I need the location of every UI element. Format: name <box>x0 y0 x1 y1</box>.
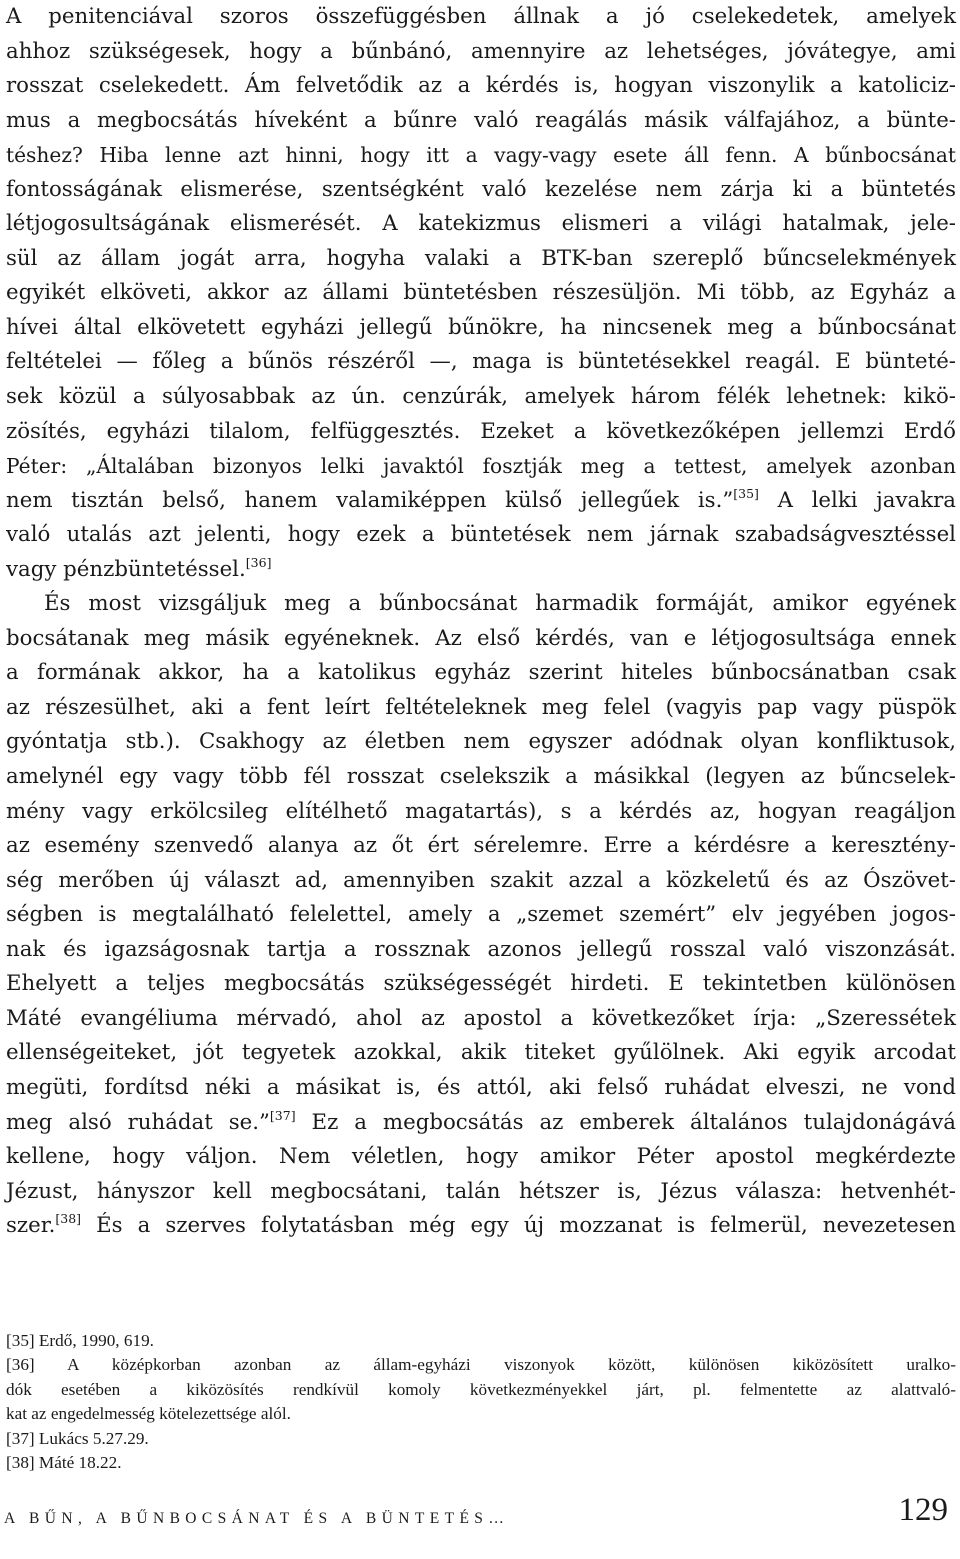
text-line: megüti, fordítsd néki a másikat is, és attól, aki felső ruhádat elveszi, ne vond <box>6 1074 956 1100</box>
text-line: ségben is megtalálható felelettel, amely a „szemet szemért” elv jegyében jogos- <box>6 902 956 928</box>
text-line: ahhoz szükségesek, hogy a bűnbánó, amennyire az lehetséges, jóvátegye, ami <box>6 38 956 64</box>
text-line: való utalás azt jelenti, hogy ezek a büntetések nem járnak szabadságvesztéssel <box>6 522 956 548</box>
footnote-ref[interactable]: [35] <box>733 485 759 501</box>
text-line: feltételei — főleg a bűnös részéről —, maga is büntetésekkel reagál. E bünteté- <box>6 349 956 375</box>
text-line: a formának akkor, ha a katolikus egyház szerint hiteles bűnbocsánatban csak <box>6 660 956 686</box>
text-line <box>6 553 956 588</box>
text-line: És most vizsgáljuk meg a bűnbocsánat harmadik formáját, amikor egyének <box>44 591 956 617</box>
text-line: A penitenciával szoros összefüggésben állnak a jó cselekedetek, amelyek <box>6 4 956 29</box>
text-line: bocsátanak meg másik egyéneknek. Az első kérdés, van e létjogosultsága ennek <box>6 625 956 651</box>
text-line: sül az állam jogát arra, hogyha valaki a BTK-ban szereplő bűncselekmények <box>6 245 956 271</box>
text-segment: A lelki javakra <box>777 487 956 513</box>
text-segment: szer. <box>6 1213 56 1239</box>
footnotes <box>6 1329 956 1475</box>
text-line: sek közül a súlyosabbak az ún. cenzúrák, amelyek három félék lehetnek: kikö- <box>6 384 956 410</box>
footnote-37: [37] Lukács 5.27.29. <box>6 1428 149 1448</box>
footnote-38: [38] Máté 18.22. <box>6 1452 122 1472</box>
footnote-36: [36] A középkorban azonban az állam-egyházi viszonyok között, különösen kiközösített uralko- <box>6 1355 956 1375</box>
text-line: mus a megbocsátás híveként a bűnre való reagálás másik válfajához, a bünte- <box>6 107 956 133</box>
text-line: az esemény szenvedő alanya az őt ért sérelemre. Erre a kérdésre a keresztény- <box>6 833 956 859</box>
footnote-36-cont: dók esetében a kiközösítés rendkívül komoly következményekkel járt, pl. felmentette az alattvaló- <box>6 1379 956 1399</box>
text-line: rosszat cselekedett. Ám felvetődik az a kérdés is, hogyan viszonylik a katoliciz- <box>6 73 956 99</box>
text-line: ellenségeiteket, jót tegyetek azokkal, akik titeket gyűlölnek. Aki egyik arcodat <box>6 1040 956 1066</box>
text-line: téshez? Hiba lenne azt hinni, hogy itt a vagy-vagy esete áll fenn. A bűnbocsánat <box>6 143 956 168</box>
text-line <box>6 484 956 519</box>
text-line: egyikét elköveti, akkor az állami büntetésben részesüljön. Mi több, az Egyház a <box>6 280 956 306</box>
text-line: létjogosultságának elismerését. A katekizmus elismeri a világi hatalmak, jele- <box>6 211 956 237</box>
text-line: kellene, hogy váljon. Nem véletlen, hogy amikor Péter apostol megkérdezte <box>6 1144 956 1170</box>
footnote-ref[interactable]: [38] <box>55 1211 82 1227</box>
page-number: 129 <box>898 1492 948 1528</box>
text-line: mény vagy erkölcsileg elítélhető magatartás), s a kérdés az, hogyan reagáljon <box>6 798 956 824</box>
text-line <box>6 1209 956 1244</box>
running-head: A BŰN, A BŰNBOCSÁNAT ÉS A BÜNTETÉS… <box>4 1510 510 1527</box>
footnote-ref[interactable]: [37] <box>269 1107 296 1123</box>
text-line: Ehelyett a teljes megbocsátás szükségességét hirdeti. E tekintetben különösen <box>6 971 956 997</box>
text-line: amelynél egy vagy több fél rosszat cselekszik a másikkal (legyen az bűncselek- <box>6 764 956 790</box>
text-segment: vagy pénzbüntetéssel. <box>6 556 246 582</box>
text-segment: Ez a megbocsátás az emberek általános tulajdonágává <box>311 1109 956 1135</box>
text-line: zösítés, egyházi tilalom, felfüggesztés. Ezeket a következőképen jellemzi Erdő <box>6 418 956 444</box>
text-line: az részesülhet, aki a fent leírt feltételeknek meg felel (vagyis pap vagy püspök <box>6 694 956 720</box>
text-line: fontosságának elismerése, szentségként való kezelése nem zárja ki a büntetés <box>6 176 956 202</box>
footnote-35: [35] Erdő, 1990, 619. <box>6 1331 154 1350</box>
text-line: Máté evangéliuma mérvadó, ahol az apostol a következőket írja: „Szeressétek <box>6 1005 956 1031</box>
footnote-36-cont: kat az engedelmesség kötelezettsége alól. <box>6 1404 291 1424</box>
text-line: hívei által elkövetett egyházi jellegű bűnökre, ha nincsenek meg a bűnbocsánat <box>6 314 956 340</box>
text-line: Péter: „Általában bizonyos lelki javaktól fosztják meg a tettest, amelyek azonban <box>6 454 956 479</box>
text-line <box>6 1106 956 1141</box>
text-line: nak és igazságosnak tartja a rossznak azonos jellegű rosszal való viszonzását. <box>6 936 956 962</box>
text-segment: meg alsó ruhádat se.” <box>6 1109 270 1135</box>
text-segment: nem tisztán belső, hanem valamiképpen külső jellegűek is.” <box>6 487 734 513</box>
text-line: Jézust, hányszor kell megbocsátani, talán hétszer is, Jézus válasza: hetvenhét- <box>6 1178 956 1204</box>
main-text <box>6 0 956 1244</box>
footnote-ref[interactable]: [36] <box>245 554 272 570</box>
text-line: gyóntatja stb.). Csakhogy az életben nem egyszer adódnak olyan konfliktusok, <box>6 729 956 755</box>
text-segment: És a szerves folytatásban még egy új mozzanat is felmerül, nevezetesen <box>96 1213 956 1239</box>
text-line: ség merőben új választ ad, amennyiben szakit azzal a közkeletű és az Ószövet- <box>6 867 956 893</box>
